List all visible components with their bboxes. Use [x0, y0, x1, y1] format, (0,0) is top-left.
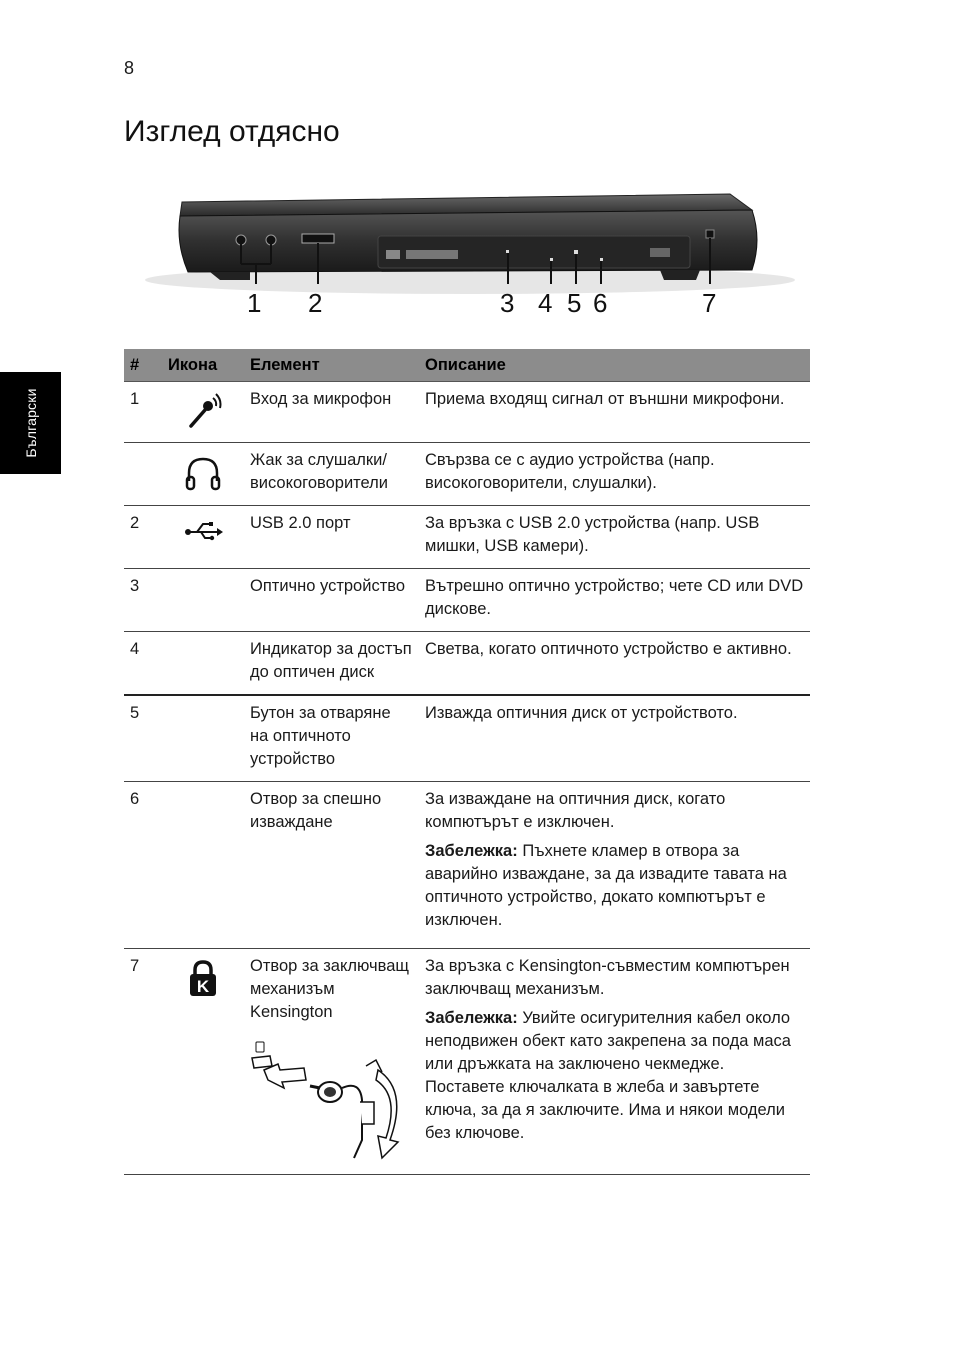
table-row [124, 443, 810, 506]
note-text: Увийте осигурителния кабел около неподвижен обект като закрепена за пода маса или дръжката на заключено чекмедже. Поставете ключалката в жлеба и завъртете ключа, за да я заключите. Има и някои модели без ключове. [425, 1009, 791, 1142]
table-row [124, 632, 810, 696]
note-label: Забележка: [425, 842, 518, 860]
note-label: Забележка: [425, 1009, 518, 1027]
table-row [124, 506, 810, 569]
kensington-lock-illustration [250, 1040, 410, 1164]
row-number: 3 [124, 569, 162, 632]
page-number: 8 [124, 58, 135, 78]
row-description: За изваждане на оптичния диск, когато компютърът е изключен. [425, 790, 726, 831]
row-number: 2 [124, 506, 162, 569]
table-row [124, 695, 810, 782]
page-title: Изглед отдясно [124, 115, 340, 148]
callout-2: 2 [308, 288, 323, 318]
header-element: Елемент [244, 349, 419, 382]
table-header-row [124, 349, 810, 382]
row-element: USB 2.0 порт [244, 506, 419, 569]
row-description: Вътрешно оптично устройство; чете CD или DVD дискове. [419, 569, 810, 632]
svg-text:K: K [196, 977, 210, 996]
headphones-icon [183, 453, 223, 493]
callout-6: 6 [593, 288, 608, 318]
row-description: Свързва се с аудио устройства (напр. високоговорители, слушалки). [419, 443, 810, 506]
row-number: 5 [124, 695, 162, 782]
language-side-tab [0, 372, 61, 474]
row-element: Жак за слушалки/ високоговорители [244, 443, 419, 506]
row-element: Бутон за отваряне на оптичното устройство [244, 695, 419, 782]
row-number: 4 [124, 632, 162, 696]
callout-5: 5 [567, 288, 582, 318]
row-element: Отвор за заключващ механизъм Kensington [250, 957, 409, 1021]
callout-1: 1 [247, 288, 262, 318]
row-number: 7 [124, 949, 162, 1175]
table-row [124, 782, 810, 949]
row-description: За връзка с USB 2.0 устройства (напр. USB мишки, USB камери). [419, 506, 810, 569]
row-description: Изважда оптичния диск от устройството. [419, 695, 810, 782]
table-row [124, 569, 810, 632]
row-element: Отвор за спешно изваждане [244, 782, 419, 949]
row-element: Индикатор за достъп до оптичен диск [244, 632, 419, 696]
row-number: 1 [130, 390, 140, 408]
table-row [124, 949, 810, 1175]
note-text: Пъхнете кламер в отвора за аварийно изваждане, за да извадите тавата на оптичното устройство, докато компютърът е изключен. [425, 842, 787, 929]
ports-table [124, 349, 810, 1175]
laptop-right-side-illustration [140, 180, 800, 325]
header-number: # [124, 349, 162, 382]
kensington-lock-icon [186, 959, 220, 999]
callout-3: 3 [500, 288, 515, 318]
row-element: Вход за микрофон [250, 390, 392, 408]
header-icon: Икона [162, 349, 244, 382]
row-number [124, 443, 162, 506]
language-side-tab-label: Български [22, 388, 39, 458]
row-element: Оптично устройство [244, 569, 419, 632]
callout-4: 4 [538, 288, 553, 318]
table-row [124, 382, 810, 443]
usb-icon [183, 516, 223, 546]
row-description: Светва, когато оптичното устройство е активно. [419, 632, 810, 696]
callout-7: 7 [702, 288, 717, 318]
row-note [425, 1007, 804, 1145]
row-note [425, 840, 804, 932]
row-number: 6 [124, 782, 162, 949]
microphone-icon [183, 392, 223, 432]
row-description: За връзка с Kensington-съвместим компютърен заключващ механизъм. [425, 957, 790, 998]
row-description: Приема входящ сигнал от външни микрофони. [425, 390, 785, 408]
header-description: Описание [419, 349, 810, 382]
